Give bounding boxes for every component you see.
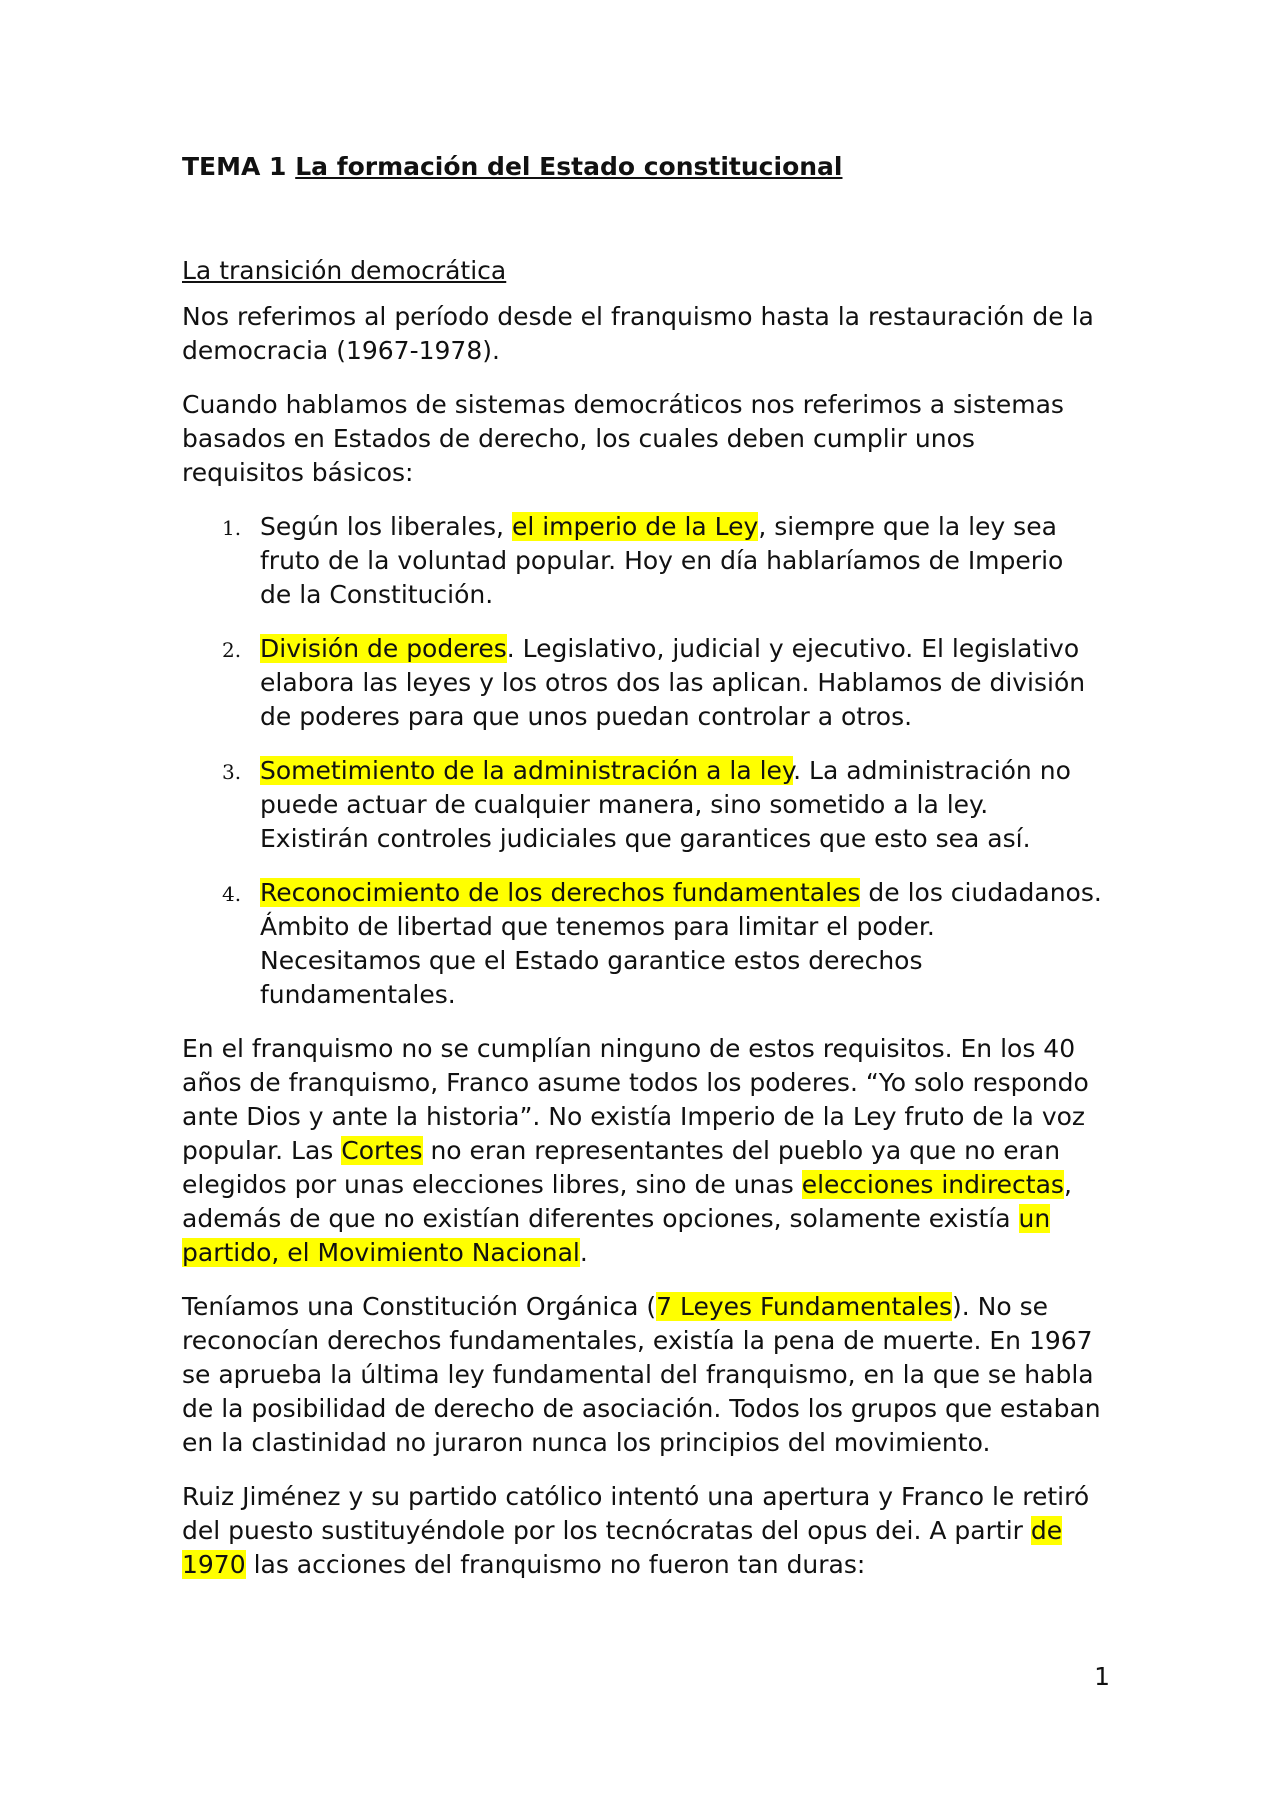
highlighted-text: Sometimiento de la administración a la ley	[260, 756, 794, 785]
requirement-item	[182, 510, 1102, 612]
highlighted-text: Cortes	[341, 1136, 423, 1165]
paragraph-text: no eran representantes del pueblo ya que no eran elegidos por unas elecciones libres, sino de unas	[182, 1136, 1061, 1199]
requirement-text: Según los liberales,	[260, 512, 512, 541]
paragraph-text: Ruiz Jiménez y su partido católico intentó una apertura y Franco le retiró del puesto sustituyéndole por los tecnócratas del opus dei. A partir	[182, 1482, 1090, 1545]
paragraph-text: .	[579, 1238, 588, 1267]
requirements-list	[182, 510, 1102, 1012]
paragraph-text: ). No se reconocían derechos fundamentales, existía la pena de muerte. En 1967 se aprueba la última ley fundamental del franquismo, en la que se habla de la posibilidad de derecho de asociación. Todos los grupos que estaban en la clastinidad no juraron nunca los principios del movimiento.	[182, 1292, 1101, 1457]
highlighted-text: 7 Leyes Fundamentales	[656, 1292, 952, 1321]
intro-paragraph-2: Cuando hablamos de sistemas democráticos nos referimos a sistemas basados en Estados de derecho, los cuales deben cumplir unos requisitos básicos:	[182, 390, 1064, 487]
requirement-item	[182, 754, 1102, 856]
document-body	[182, 150, 1102, 1602]
title-underlined: La formación del Estado constitucional	[295, 152, 843, 181]
title-prefix: TEMA 1	[182, 152, 287, 181]
highlighted-text: de 1970	[182, 1516, 1063, 1579]
highlighted-text: elecciones indirectas	[801, 1170, 1064, 1199]
list-number: 4.	[222, 882, 242, 906]
requirement-item	[182, 876, 1102, 1012]
intro-paragraph-1: Nos referimos al período desde el franquismo hasta la restauración de la democracia (1967-1978).	[182, 302, 1094, 365]
ruiz-paragraph	[182, 1480, 1102, 1582]
highlighted-text: un partido, el Movimiento Nacional	[182, 1204, 1051, 1267]
page-title	[182, 150, 1102, 184]
list-number: 1.	[222, 516, 242, 540]
constitucion-paragraph	[182, 1290, 1102, 1460]
requirement-text: . La administración no puede actuar de cualquier manera, sino sometido a la ley. Existirán controles judiciales que garantices que esto sea así.	[260, 756, 1071, 853]
page-number: 1	[1094, 1662, 1110, 1691]
requirement-text: de los ciudadanos. Ámbito de libertad que tenemos para limitar el poder. Necesitamos que el Estado garantice estos derechos fundamentales.	[260, 878, 1102, 1009]
paragraph-text: las acciones del franquismo no fueron tan duras:	[245, 1550, 866, 1579]
franquismo-paragraph	[182, 1032, 1102, 1270]
list-number: 3.	[222, 760, 242, 784]
requirement-text: . Legislativo, judicial y ejecutivo. El legislativo elabora las leyes y los otros dos las aplican. Hablamos de división de poderes para que unos puedan controlar a otros.	[260, 634, 1086, 731]
list-number: 2.	[222, 638, 242, 662]
highlighted-text: División de poderes	[260, 634, 507, 663]
section-heading: La transición democrática	[182, 256, 507, 285]
paragraph-text: Teníamos una Constitución Orgánica (	[182, 1292, 657, 1321]
highlighted-text: el imperio de la Ley	[511, 512, 759, 541]
highlighted-text: Reconocimiento de los derechos fundamentales	[260, 878, 861, 907]
requirement-item	[182, 632, 1102, 734]
paragraph-text: , además de que no existían diferentes opciones, solamente existía	[182, 1170, 1072, 1233]
requirement-text: , siempre que la ley sea fruto de la voluntad popular. Hoy en día hablaríamos de Imperio de la Constitución.	[260, 512, 1064, 609]
paragraph-text: En el franquismo no se cumplían ninguno de estos requisitos. En los 40 años de franquismo, Franco asume todos los poderes. “Yo solo respondo ante Dios y ante la historia”. No existía Imperio de la Ley fruto de la voz popular. Las	[182, 1034, 1089, 1165]
